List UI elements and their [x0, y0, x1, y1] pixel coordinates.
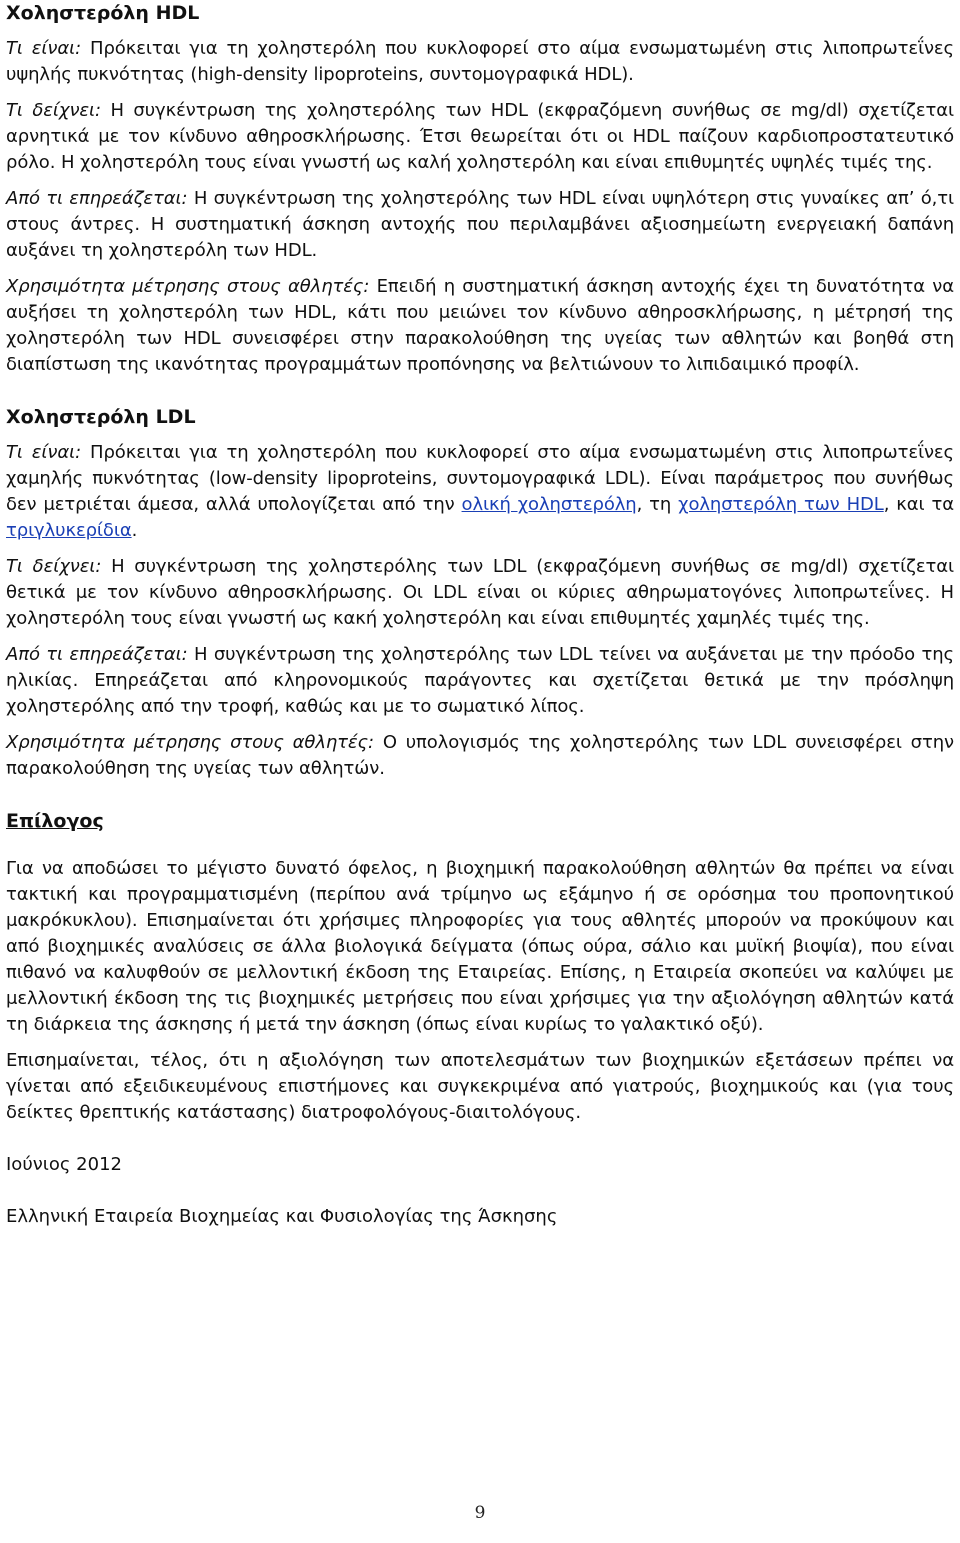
hdl-use-text: Επειδή η συστηματική άσκηση αντοχής έχει τη δυνατότητα να αυξήσει τη χοληστερόλη των HDL, κάτι που μειώνει τον κίνδυνο αθηροσκλήρωσης, η μέτρησή της χοληστερόλη των HDL συνεισφέρει στην παρακολούθηση της υγείας των αθλητών και βοηθά στη διαπίστωση της ικανότητας προγραμμάτων προπόνησης να βελτιώνουν το λιπιδαιμικό προφίλ.	[6, 276, 954, 375]
hdl-what-text: Πρόκειται για τη χοληστερόλη που κυκλοφορεί στο αίμα ενσωματωμένη στις λιποπρωτεΐνες υψηλής πυκνότητας (high-density lipoproteins, συντομογραφικά HDL).	[6, 38, 954, 85]
ldl-sep-1: , τη	[636, 494, 679, 515]
ldl-use-paragraph	[6, 730, 954, 782]
ldl-shows-text: Η συγκέντρωση της χοληστερόλης των LDL (εκφραζόμενη συνήθως σε mg/dl) σχετίζεται θετικά με τον κίνδυνο αθηροσκλήρωσης. Οι LDL είναι οι κύριες αθηρωματογόνες λιποπρωτεΐνες. Η χοληστερόλη τους είναι γνωστή ως κακή χοληστερόλη και είναι επιθυμητές χαμηλές τιμές της.	[6, 556, 954, 629]
ldl-shows-label: Τι δείχνει:	[6, 556, 102, 577]
hdl-affects-label: Από τι επηρεάζεται:	[6, 188, 188, 209]
hdl-shows-paragraph	[6, 98, 954, 176]
ldl-sep-2: , και τα	[883, 494, 954, 515]
ldl-affects-paragraph	[6, 642, 954, 720]
link-hdl-cholesterol[interactable]: χοληστερόλη των HDL	[678, 494, 884, 515]
document-page	[6, 0, 954, 1230]
hdl-shows-text: Η συγκέντρωση της χοληστερόλης των HDL (εκφραζόμενη συνήθως σε mg/dl) σχετίζεται αρνητικά με τον κίνδυνο αθηροσκλήρωσης. Έτσι θεωρείται ότι οι HDL παίζουν καρδιοπροστατευτικό ρόλο. Η χοληστερόλη τους είναι γνωστή ως καλή χοληστερόλη και είναι επιθυμητές υψηλές τιμές της.	[6, 100, 954, 173]
hdl-shows-label: Τι δείχνει:	[6, 100, 102, 121]
link-triglycerides[interactable]: τριγλυκερίδια	[6, 520, 132, 541]
page-number: 9	[474, 1503, 486, 1523]
link-total-cholesterol[interactable]: ολική χοληστερόλη	[461, 494, 637, 515]
organization-name: Ελληνική Εταιρεία Βιοχημείας και Φυσιολογίας της Άσκησης	[6, 1206, 558, 1227]
section-hdl	[6, 0, 954, 378]
hdl-what-label: Τι είναι:	[6, 38, 82, 59]
section-ldl	[6, 404, 954, 782]
hdl-use-label: Χρησιμότητα μέτρησης στους αθλητές:	[6, 276, 370, 297]
hdl-heading: Χοληστερόλη HDL	[6, 2, 200, 24]
ldl-heading: Χοληστερόλη LDL	[6, 406, 196, 428]
document-date: Ιούνιος 2012	[6, 1154, 122, 1175]
ldl-use-text: Ο υπολογισμός της χοληστερόλης των LDL συνεισφέρει στην παρακολούθηση της υγείας των αθλητών.	[6, 732, 954, 779]
epilogue-paragraph-2: Επισημαίνεται, τέλος, ότι η αξιολόγηση των αποτελεσμάτων των βιοχημικών εξετάσεων πρέπει να γίνεται από εξειδικευμένους επιστήμονες και συγκεκριμένα από γιατρούς, βιοχημικούς και (για τους δείκτες θρεπτικής κατάστασης) διατροφολόγους-διαιτολόγους.	[6, 1050, 954, 1123]
ldl-what-text: Πρόκειται για τη χοληστερόλη που κυκλοφορεί στο αίμα ενσωματωμένη στις λιποπρωτεΐνες χαμηλής πυκνότητας (low-density lipoproteins, συντομογραφικά LDL). Είναι παράμετρος που συνήθως δεν μετριέται άμεσα, αλλά υπολογίζεται από την	[6, 442, 954, 515]
ldl-affects-label: Από τι επηρεάζεται:	[6, 644, 188, 665]
epilogue-heading: Επίλογος	[6, 810, 104, 832]
ldl-shows-paragraph	[6, 554, 954, 632]
ldl-what-label: Τι είναι:	[6, 442, 82, 463]
ldl-use-label: Χρησιμότητα μέτρησης στους αθλητές:	[6, 732, 374, 753]
ldl-what-paragraph	[6, 440, 954, 544]
hdl-affects-text: Η συγκέντρωση της χοληστερόλης των HDL είναι υψηλότερη στις γυναίκες απ’ ό,τι στους άντρες. Η συστηματική άσκηση αντοχής που περιλαμβάνει αξιοσημείωτη ενεργειακή δαπάνη αυξάνει τη χοληστερόλη των HDL.	[6, 188, 954, 261]
ldl-end: .	[131, 520, 138, 541]
ldl-affects-text: Η συγκέντρωση της χοληστερόλης των LDL τείνει να αυξάνεται με την πρόοδο της ηλικίας. Επηρεάζεται από κληρονομικούς παράγοντες και σχετίζεται θετικά με την πρόσληψη χοληστερόλης από την τροφή, καθώς και με το σωματικό λίπος.	[6, 644, 954, 717]
section-epilogue	[6, 808, 954, 1126]
hdl-use-paragraph	[6, 274, 954, 378]
hdl-affects-paragraph	[6, 186, 954, 264]
epilogue-paragraph-1: Για να αποδώσει το μέγιστο δυνατό όφελος, η βιοχημική παρακολούθηση αθλητών θα πρέπει να είναι τακτική και προγραμματισμένη (περίπου ανά τρίμηνο ως εξάμηνο ή σε ορόσημα του προπονητικού μακρόκυκλου). Επισημαίνεται ότι χρήσιμες πληροφορίες για τους αθλητές μπορούν να προκύψουν και από βιοχημικές αναλύσεις σε άλλα βιολογικά δείγματα (όπως ούρα, σάλιο και μυϊκή βιοψία), που είναι πιθανό να καλυφθούν σε μελλοντική έκδοση της Εταιρείας. Επίσης, η Εταιρεία σκοπεύει να καλύψει με μελλοντική έκδοση της τις βιοχημικές μετρήσεις που είναι χρήσιμες για την αξιολόγηση αθλητών κατά τη διάρκεια της άσκησης ή μετά την άσκηση (όπως είναι κυρίως το γαλακτικό οξύ).	[6, 858, 954, 1035]
hdl-what-paragraph	[6, 36, 954, 88]
